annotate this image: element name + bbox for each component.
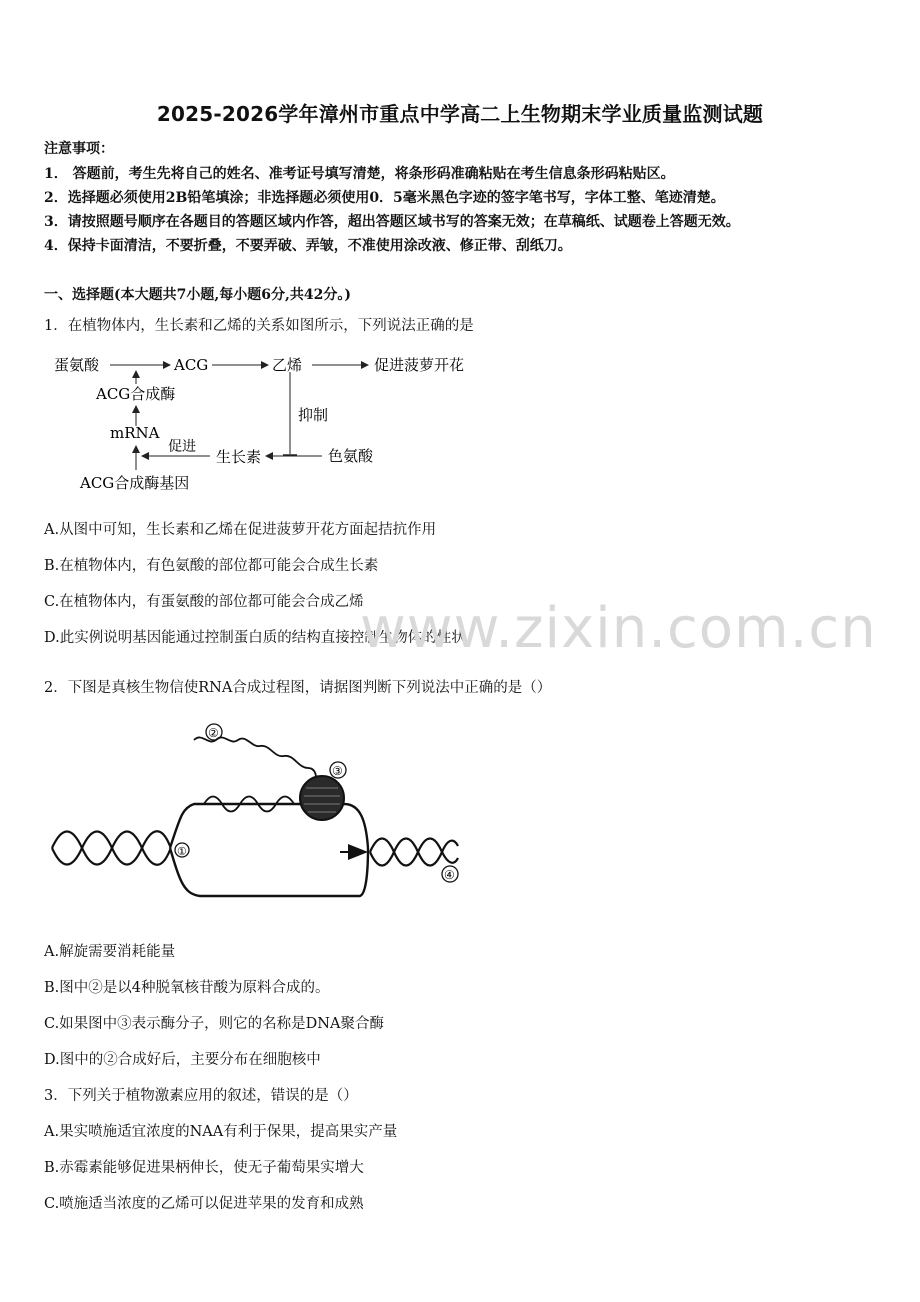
page-title: 2025-2026学年漳州市重点中学高二上生物期末学业质量监测试题 [156, 102, 764, 126]
diagram-pineapple-flowering: 促进菠萝开花 [374, 356, 465, 374]
question-2-stem: 2．下图是真核生物信使RNA合成过程图，请据图判断下列说法中正确的是（） [44, 680, 552, 696]
question-3-option-b[interactable]: B.赤霉素能够促进果柄伸长，使无子葡萄果实增大 [44, 1160, 364, 1176]
transcription-diagram [44, 712, 474, 934]
diagram-auxin: 生长素 [216, 448, 262, 466]
question-1-option-d[interactable]: D.此实例说明基因能通过控制蛋白质的结构直接控制生物体的性状 [44, 630, 466, 646]
diagram-label-1: ① [177, 845, 187, 858]
note-item-1: 1． 答题前，考生先将自己的姓名、准考证号填写清楚，将条形码准确粘贴在考生信息条形码粘贴区。 [44, 166, 675, 182]
question-2-option-c[interactable]: C.如果图中③表示酶分子，则它的名称是DNA聚合酶 [44, 1016, 384, 1032]
diagram-label-2: ② [208, 726, 219, 740]
diagram-acg: ACG [174, 356, 209, 374]
question-2-option-a[interactable]: A.解旋需要消耗能量 [44, 944, 176, 960]
question-3-option-a[interactable]: A.果实喷施适宜浓度的NAA有利于保果，提高果实产量 [44, 1124, 398, 1140]
diagram-label-3: ③ [332, 764, 343, 778]
diagram-ethylene: 乙烯 [272, 356, 303, 374]
question-2-option-b[interactable]: B.图中②是以4种脱氧核苷酸为原料合成的。 [44, 980, 330, 996]
question-1-stem: 1．在植物体内，生长素和乙烯的关系如图所示，下列说法正确的是 [44, 318, 474, 334]
diagram-label-4: ④ [444, 868, 455, 882]
note-item-3: 3．请按照题号顺序在各题目的答题区域内作答，超出答题区域书写的答案无效；在草稿纸、试题卷上答题无效。 [44, 214, 740, 230]
question-2-option-d[interactable]: D.图中的②合成好后，主要分布在细胞核中 [44, 1052, 321, 1068]
notes-heading: 注意事项： [44, 141, 114, 157]
question-3-stem: 3．下列关于植物激素应用的叙述，错误的是（） [44, 1088, 358, 1104]
diagram-mrna: mRNA [110, 424, 160, 442]
watermark: www.zixin.com.cn [360, 596, 877, 661]
note-item-4: 4．保持卡面清洁，不要折叠，不要弄破、弄皱，不准使用涂改液、修正带、刮纸刀。 [44, 238, 572, 254]
question-3-option-c[interactable]: C.喷施适当浓度的乙烯可以促进苹果的发育和成熟 [44, 1196, 364, 1212]
diagram-methionine: 蛋氨酸 [54, 356, 100, 374]
section-heading: 一、选择题(本大题共7小题,每小题6分,共42分。) [44, 287, 351, 303]
question-1-option-c[interactable]: C.在植物体内，有蛋氨酸的部位都可能会合成乙烯 [44, 594, 364, 610]
diagram-promote: 促进 [168, 439, 196, 455]
question-1-option-a[interactable]: A.从图中可知，生长素和乙烯在促进菠萝开花方面起拮抗作用 [44, 522, 437, 538]
question-1-option-b[interactable]: B.在植物体内，有色氨酸的部位都可能会合成生长素 [44, 558, 379, 574]
diagram-acg-enzyme: ACG合成酶 [96, 385, 176, 403]
auxin-ethylene-diagram [40, 346, 500, 496]
diagram-inhibit: 抑制 [298, 406, 329, 424]
diagram-acg-gene: ACG合成酶基因 [80, 474, 190, 492]
diagram-tryptophan: 色氨酸 [328, 447, 374, 465]
note-item-2: 2．选择题必须使用2B铅笔填涂；非选择题必须使用0．5毫米黑色字迹的签字笔书写，字体工整、笔迹清楚。 [44, 190, 725, 206]
